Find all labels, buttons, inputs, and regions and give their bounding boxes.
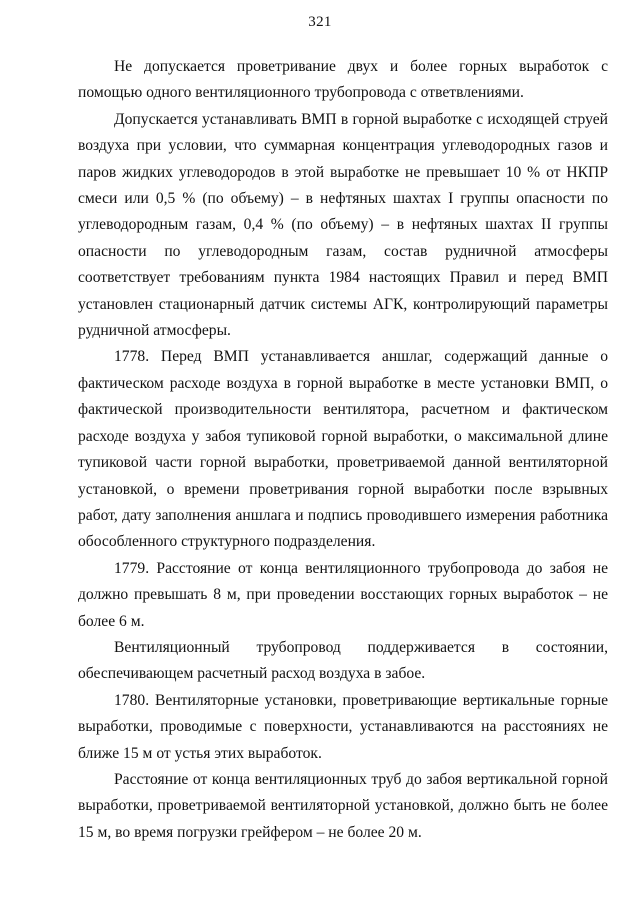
document-body [78,54,608,846]
paragraph-1779-distance: 1779. Расстояние от конца вентиляционного трубопровода до забоя не должно превышать 8 м, при проведении восстающих горных выработок – не более 6 м. [78,559,608,630]
paragraph-pipeline-maintenance: Вентиляционный трубопровод поддерживается в состоянии, обеспечивающем расчетный расход воздуха в забое. [78,638,608,683]
paragraph-vertical-distance: Расстояние от конца вентиляционных труб до забоя вертикальной горной выработки, проветриваемой вентиляторной установкой, должно быть не более 15 м, во время погрузки грейфером – не более 20 м. [78,770,608,841]
paragraph-ventilation-branches: Не допускается проветривание двух и более горных выработок с помощью одного вентиляционного трубопровода с ответвлениями. [78,58,608,102]
paragraph-1780-fan-units: 1780. Вентиляторные установки, проветривающие вертикальные горные выработки, проводимые с поверхности, устанавливаются на расстояниях не ближе 15 м от устья этих выработок. [78,691,608,762]
paragraph-1778-sign: 1778. Перед ВМП устанавливается аншлаг, содержащий данные о фактическом расходе воздуха в горной выработке в месте установки ВМП, о фактической производительности вентилятора, расчетном и фактическом расходе воздуха у забоя тупиковой горной выработки, о максимальной длине тупиковой части горной выработки, проветриваемой данной вентиляторной установкой, о времени проветривания горной выработки после взрывных работ, дату заполнения аншлага и подпись проводившего измерения работника обособленного структурного подразделения. [78,348,608,551]
page-number: 321 [308,14,332,30]
paragraph-vmp-installation-conditions: Допускается устанавливать ВМП в горной выработке с исходящей струей воздуха при условии, что суммарная концентрация углеводородных газов и паров жидких углеводородов в этой выработке не превышает 10 % от НКПР смеси или 0,5 % (по объему) – в нефтяных шахтах I группы опасности по углеводородным газам, 0,4 % (по объему) – в нефтяных шахтах II группы опасности по углеводородным газам, состав рудничной атмосферы соответствует требованиям пункта 1984 настоящих Правил и перед ВМП установлен стационарный датчик системы АГК, контролирующий параметры рудничной атмосферы. [78,110,608,340]
